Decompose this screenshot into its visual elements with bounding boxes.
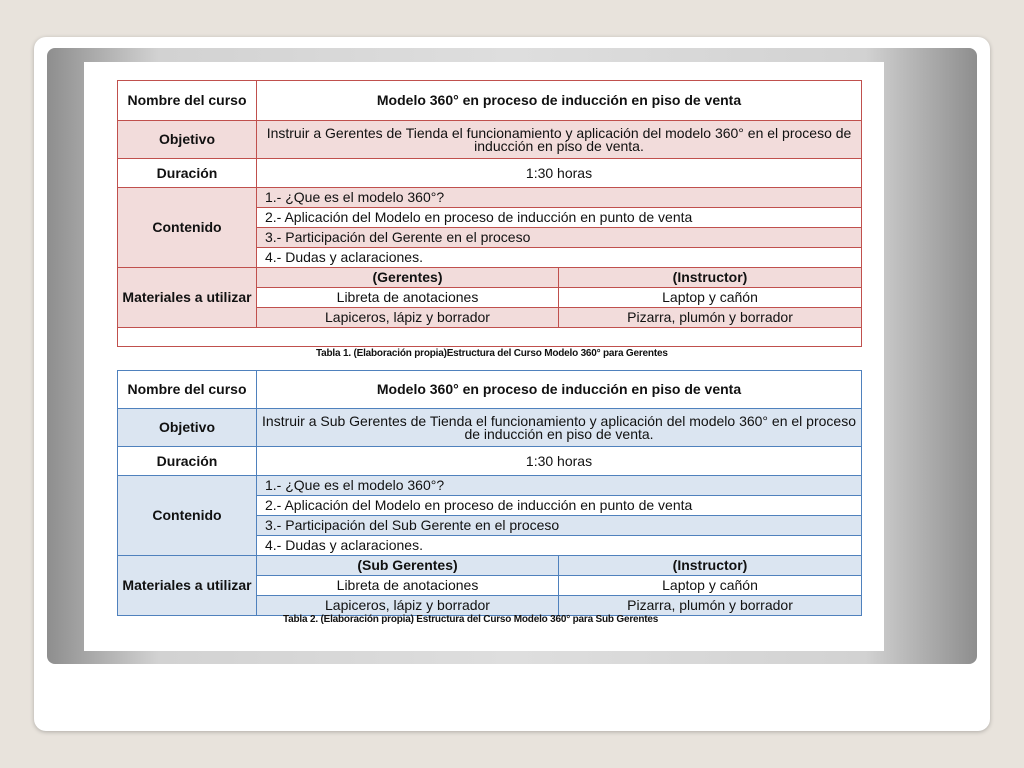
table-row: [118, 556, 862, 576]
materials-header-instructor: (Instructor): [559, 556, 862, 576]
content-item: 3.- Participación del Sub Gerente en el proceso: [257, 516, 862, 536]
materials-cell: Libreta de anotaciones: [257, 576, 559, 596]
objective-value: Instruir a Gerentes de Tienda el funcionamiento y aplicación del modelo 360° en el proceso de inducción en piso de venta.: [257, 121, 862, 159]
objective-value: Instruir a Sub Gerentes de Tienda el funcionamiento y aplicación del modelo 360° en el proceso de inducción en piso de venta.: [257, 409, 862, 447]
table-row: [118, 268, 862, 288]
duration-value: 1:30 horas: [257, 447, 862, 476]
content-item: 2.- Aplicación del Modelo en proceso de inducción en punto de venta: [257, 208, 862, 228]
table-row: [118, 121, 862, 159]
content-label: Contenido: [118, 476, 257, 556]
course-table-gerentes: [117, 80, 862, 347]
course-table-sub-gerentes: [117, 370, 862, 616]
empty-row: [118, 328, 862, 347]
content-item: 3.- Participación del Gerente en el proceso: [257, 228, 862, 248]
table-row: [118, 159, 862, 188]
duration-value: 1:30 horas: [257, 159, 862, 188]
materials-header-instructor: (Instructor): [559, 268, 862, 288]
materials-label: Materiales a utilizar: [118, 556, 257, 616]
table-caption: Tabla 2. (Elaboración propia) Estructura del Curso Modelo 360° para Sub Gerentes: [283, 614, 659, 625]
content-item: 2.- Aplicación del Modelo en proceso de inducción en punto de venta: [257, 496, 862, 516]
objective-label: Objetivo: [118, 409, 257, 447]
course-name-label: Nombre del curso: [118, 81, 257, 121]
table-row: [118, 476, 862, 496]
table-row: [118, 409, 862, 447]
materials-cell: Laptop y cañón: [559, 576, 862, 596]
content-label: Contenido: [118, 188, 257, 268]
materials-cell: Lapiceros, lápiz y borrador: [257, 308, 559, 328]
duration-label: Duración: [118, 159, 257, 188]
table-row: [118, 81, 862, 121]
materials-cell: Lapiceros, lápiz y borrador: [257, 596, 559, 616]
content-item: 4.- Dudas y aclaraciones.: [257, 536, 862, 556]
materials-cell: Libreta de anotaciones: [257, 288, 559, 308]
duration-label: Duración: [118, 447, 257, 476]
content-item: 1.- ¿Que es el modelo 360°?: [257, 188, 862, 208]
content-item: 1.- ¿Que es el modelo 360°?: [257, 476, 862, 496]
table-row: [118, 188, 862, 208]
materials-cell: Pizarra, plumón y borrador: [559, 596, 862, 616]
course-name-label: Nombre del curso: [118, 371, 257, 409]
content-item: 4.- Dudas y aclaraciones.: [257, 248, 862, 268]
course-name-value: Modelo 360° en proceso de inducción en piso de venta: [257, 371, 862, 409]
table-row: [118, 447, 862, 476]
materials-header-participants: (Sub Gerentes): [257, 556, 559, 576]
table-caption: Tabla 1. (Elaboración propia)Estructura del Curso Modelo 360° para Gerentes: [316, 348, 668, 359]
materials-cell: Laptop y cañón: [559, 288, 862, 308]
materials-cell: Pizarra, plumón y borrador: [559, 308, 862, 328]
materials-label: Materiales a utilizar: [118, 268, 257, 328]
materials-header-participants: (Gerentes): [257, 268, 559, 288]
objective-label: Objetivo: [118, 121, 257, 159]
course-name-value: Modelo 360° en proceso de inducción en piso de venta: [257, 81, 862, 121]
table-row: [118, 328, 862, 347]
table-row: [118, 371, 862, 409]
